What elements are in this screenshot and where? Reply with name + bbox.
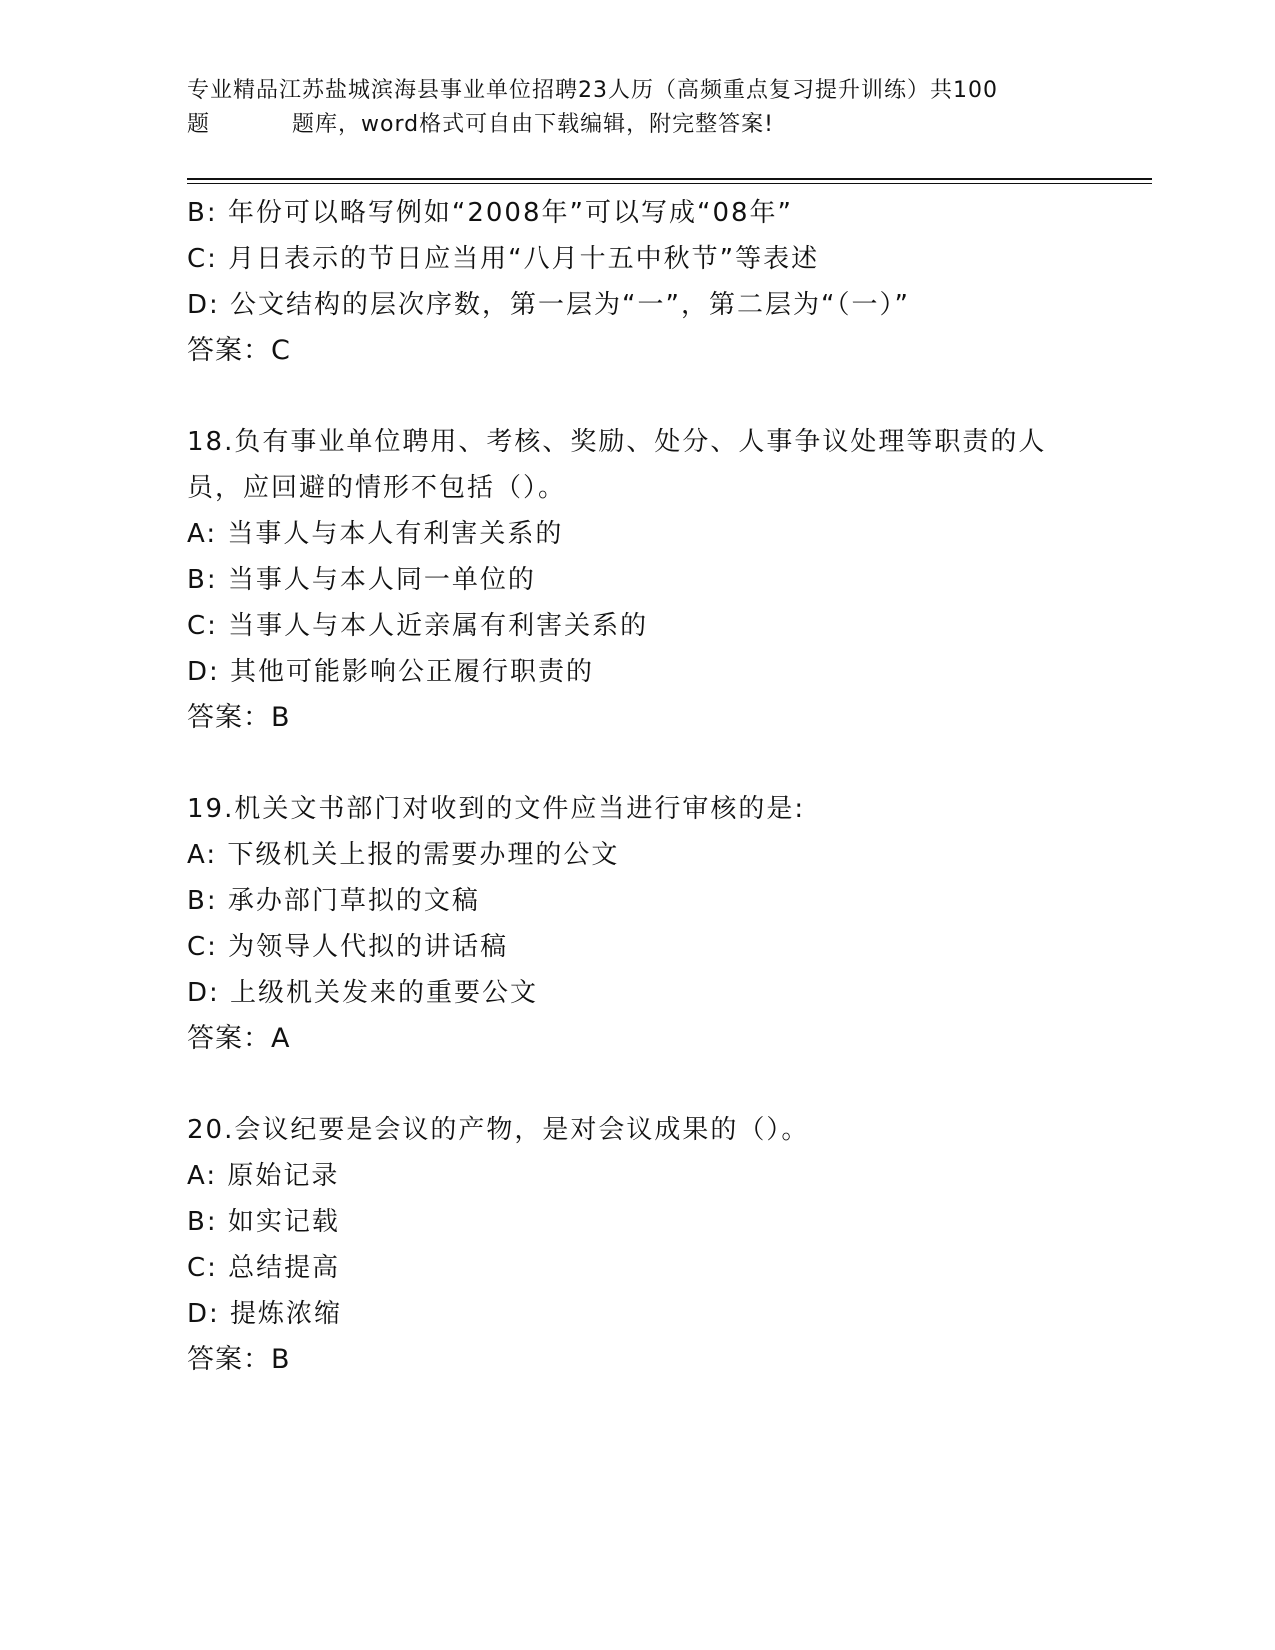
question-19-answer: 答案：A <box>187 1023 291 1054</box>
question-20-option-c: C: 总结提高 <box>187 1253 341 1283</box>
question-17-tail <box>187 190 1087 374</box>
header-title-line2 <box>187 108 1087 142</box>
question-17-answer: 答案：C <box>187 335 291 366</box>
question-18-answer: 答案：B <box>187 702 291 733</box>
question-20-option-d: D: 提炼浓缩 <box>187 1299 343 1329</box>
question-18-stem-line1: 18.负有事业单位聘用、考核、奖励、处分、人事争议处理等职责的人 <box>187 427 1047 457</box>
header-title-line1: 专业精品江苏盐城滨海县事业单位招聘23人历（高频重点复习提升训练）共100 <box>187 78 998 103</box>
question-18-stem-line2: 员，应回避的情形不包括（）。 <box>187 473 567 503</box>
question-18-option-a: A: 当事人与本人有利害关系的 <box>187 519 564 549</box>
question-18 <box>187 419 1087 741</box>
question-19-option-d: D: 上级机关发来的重要公文 <box>187 978 539 1008</box>
question-19-option-c: C: 为领导人代拟的讲话稿 <box>187 932 509 962</box>
question-17-option-d: D: 公文结构的层次序数，第一层为“一”，第二层为“（一）” <box>187 290 910 320</box>
question-20 <box>187 1107 1087 1383</box>
question-18-option-b: B: 当事人与本人同一单位的 <box>187 565 536 595</box>
question-20-option-b: B: 如实记载 <box>187 1207 340 1237</box>
question-19-option-a: A: 下级机关上报的需要办理的公文 <box>187 840 620 870</box>
question-18-option-c: C: 当事人与本人近亲属有利害关系的 <box>187 611 649 641</box>
header-divider-thin <box>187 183 1152 184</box>
question-list <box>187 190 1087 1383</box>
question-20-option-a: A: 原始记录 <box>187 1161 340 1191</box>
header-title-line2-right: 题库，word格式可自由下载编辑，附完整答案! <box>292 112 774 137</box>
header-divider-thick <box>187 178 1152 180</box>
question-18-option-d: D: 其他可能影响公正履行职责的 <box>187 657 595 687</box>
question-17-option-c: C: 月日表示的节日应当用“八月十五中秋节”等表述 <box>187 244 820 274</box>
question-20-answer: 答案：B <box>187 1344 291 1375</box>
question-19 <box>187 786 1087 1062</box>
header-title-line2-left: 题 <box>187 112 211 137</box>
question-17-option-b: B: 年份可以略写例如“2008年”可以写成“08年” <box>187 198 793 228</box>
question-19-option-b: B: 承办部门草拟的文稿 <box>187 886 480 916</box>
question-19-stem: 19.机关文书部门对收到的文件应当进行审核的是: <box>187 794 806 824</box>
question-20-stem: 20.会议纪要是会议的产物，是对会议成果的（）。 <box>187 1115 810 1145</box>
page-header <box>187 74 1087 142</box>
